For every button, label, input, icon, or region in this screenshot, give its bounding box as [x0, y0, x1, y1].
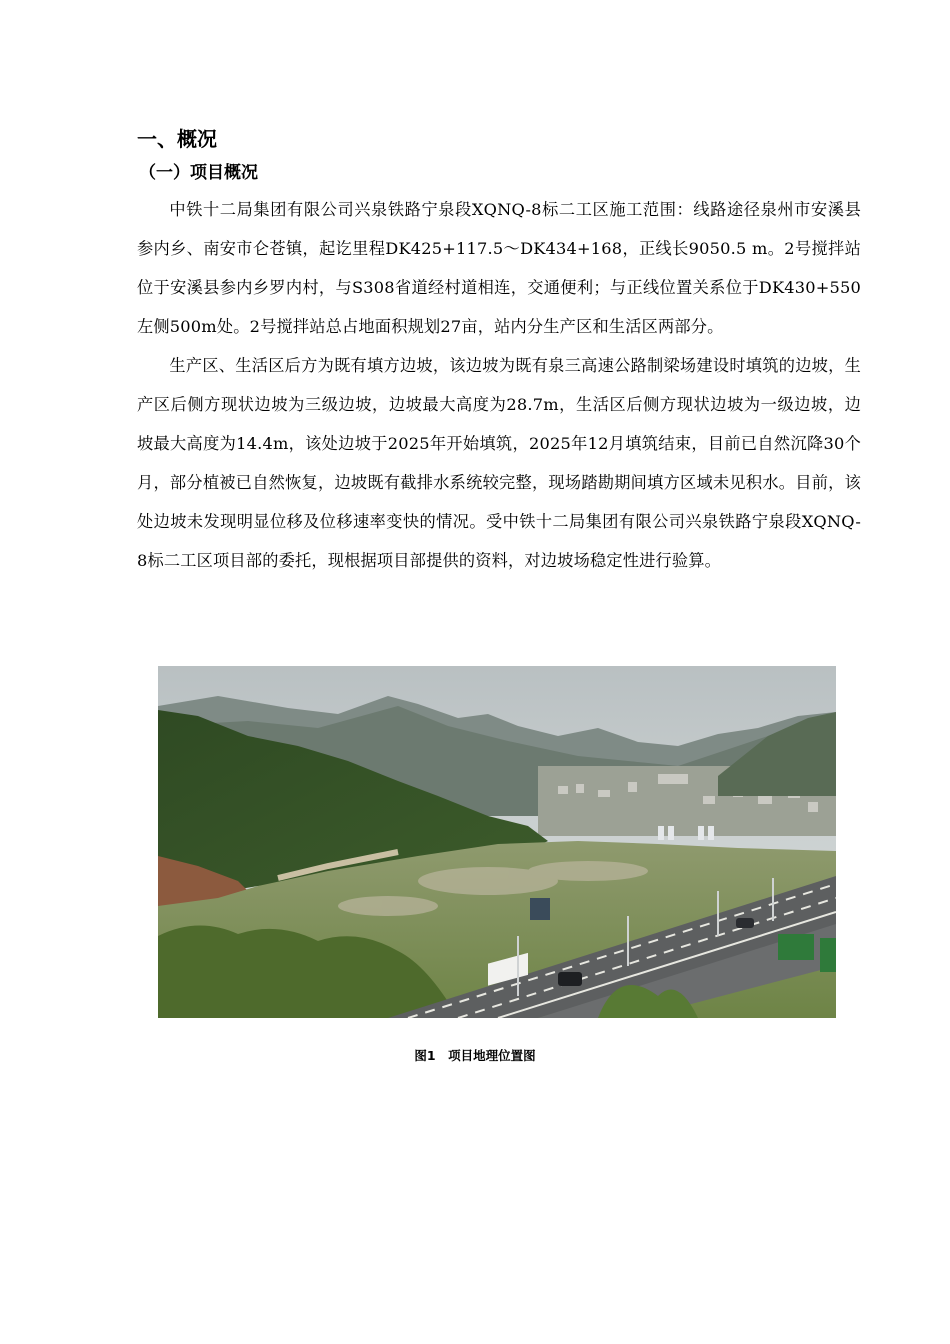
- body-paragraph-1: 中铁十二局集团有限公司兴泉铁路宁泉段XQNQ-8标二工区施工范围：线路途径泉州市安溪县参内乡、南安市仑苍镇，起讫里程DK425+117.5～DK434+168，正线长9050.5 m。2号搅拌站位于安溪县参内乡罗内村，与S308省道经村道相连，交通便利；与正线位置关系位于DK430+550左侧500m处。2号搅拌站总占地面积规划27亩，站内分生产区和生活区两部分。: [137, 200, 861, 336]
- document-body: [137, 124, 861, 580]
- figure-caption: 图1 项目地理位置图: [414, 1048, 536, 1063]
- body-paragraph-2: 生产区、生活区后方为既有填方边坡，该边坡为既有泉三高速公路制梁场建设时填筑的边坡，生产区后侧方现状边坡为三级边坡，边坡最大高度为28.7m，生活区后侧方现状边坡为一级边坡，边坡最大高度为14.4m，该处边坡于2025年开始填筑，2025年12月填筑结束，目前已自然沉降30个月，部分植被已自然恢复，边坡既有截排水系统较完整，现场踏勘期间填方区域未见积水。目前，该处边坡未发现明显位移及位移速率变快的情况。受中铁十二局集团有限公司兴泉铁路宁泉段XQNQ-8标二工区项目部的委托，现根据项目部提供的资料，对边坡场稳定性进行验算。: [137, 356, 861, 570]
- project-location-photo: [158, 666, 836, 1018]
- section-heading: 一、概况: [137, 127, 217, 151]
- subsection-heading: （一）项目概况: [139, 163, 258, 183]
